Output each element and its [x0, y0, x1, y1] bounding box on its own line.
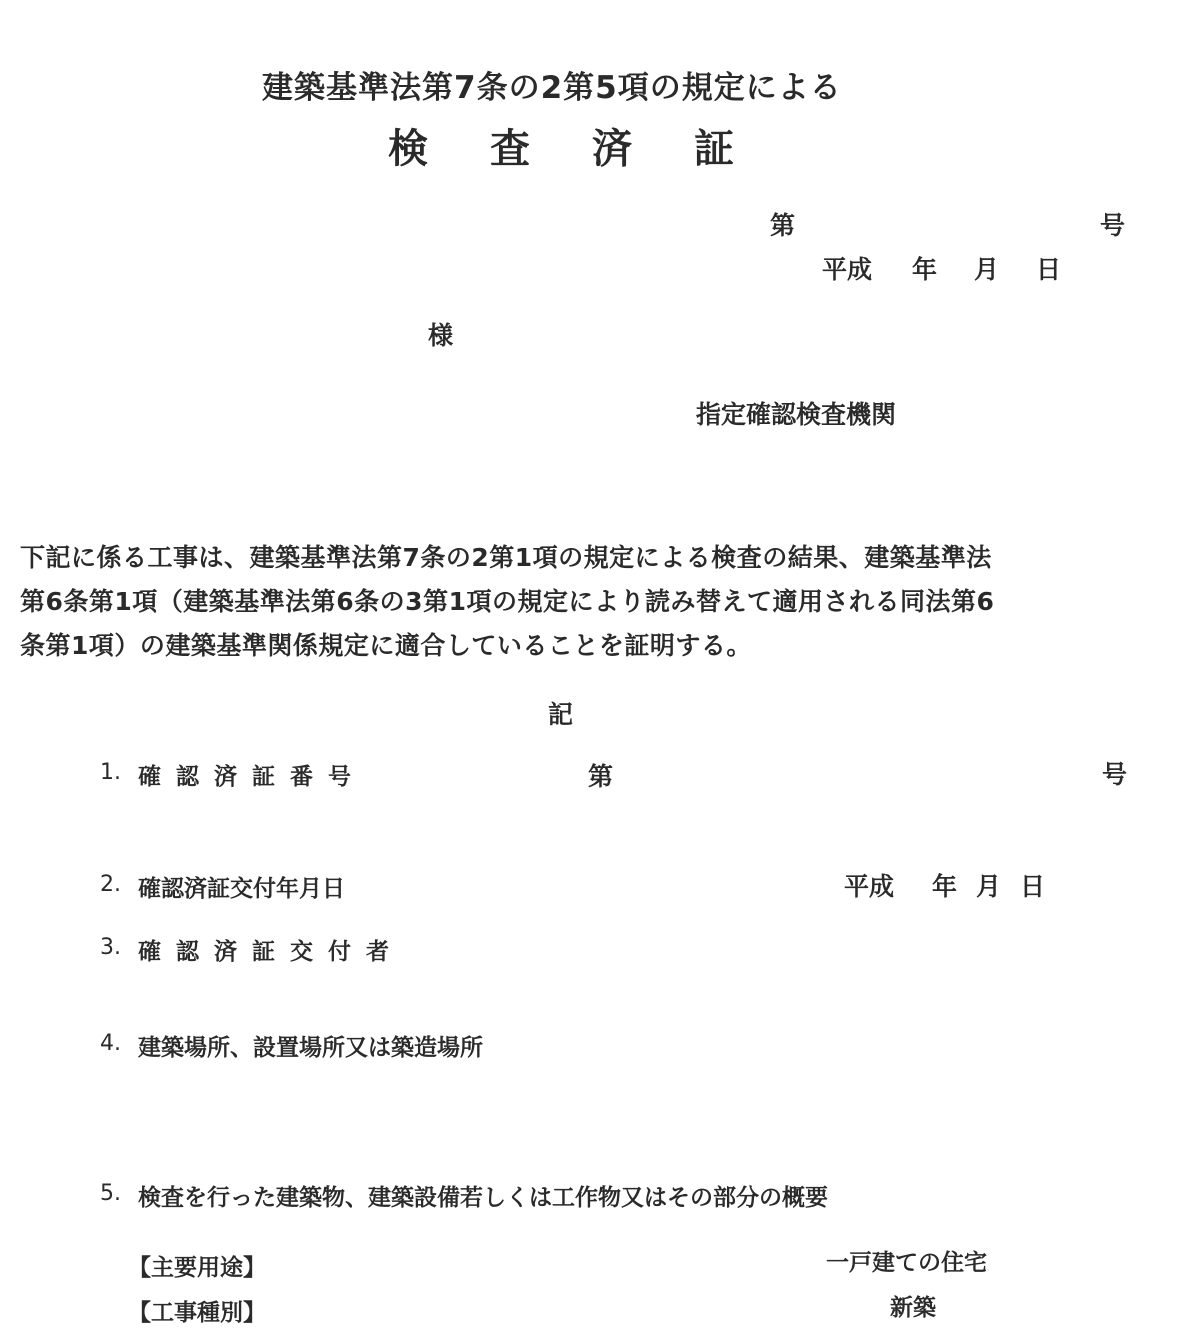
item-label: 建築場所、設置場所又は築造場所	[138, 1035, 483, 1061]
item-suffix: 号	[1102, 760, 1128, 789]
statement-line: 条第1項）の建築基準関係規定に適合していることを証明する。	[20, 631, 752, 660]
document-subtitle: 建築基準法第7条の2第5項の規定による	[262, 70, 842, 106]
certificate-number-prefix: 第	[770, 211, 796, 240]
title-char: 証	[694, 126, 734, 172]
date-day: 日	[1020, 872, 1046, 901]
title-char: 査	[490, 126, 530, 172]
detail-label: 【工事種別】	[128, 1300, 266, 1326]
date-era: 平成	[822, 255, 873, 284]
date-year: 年	[932, 872, 958, 901]
item-label: 確認済証交付者	[138, 939, 404, 965]
recipient-honorific: 様	[428, 321, 454, 350]
item-label: 確認済証交付年月日	[138, 876, 345, 902]
item-number: 1.	[100, 760, 121, 785]
certificate-number-suffix: 号	[1100, 211, 1126, 240]
date-month: 月	[974, 255, 1000, 284]
detail-label: 【主要用途】	[128, 1255, 266, 1281]
item-number: 2.	[100, 872, 121, 897]
title-char: 検	[388, 126, 428, 172]
item-number: 4.	[100, 1031, 121, 1056]
item-number: 5.	[100, 1181, 121, 1206]
date-day: 日	[1036, 255, 1062, 284]
ki-heading: 記	[548, 700, 574, 729]
date-era: 平成	[844, 872, 895, 901]
statement-line: 下記に係る工事は、建築基準法第7条の2第1項の規定による検査の結果、建築基準法	[20, 543, 992, 572]
item-prefix: 第	[588, 762, 614, 791]
statement-line: 第6条第1項（建築基準法第6条の3第1項の規定により読み替えて適用される同法第6	[20, 587, 995, 616]
date-year: 年	[912, 255, 938, 284]
item-label: 確認済証番号	[138, 764, 366, 790]
detail-value: 一戸建ての住宅	[826, 1250, 987, 1276]
item-label: 検査を行った建築物、建築設備若しくは工作物又はその部分の概要	[138, 1185, 828, 1211]
item-number: 3.	[100, 935, 121, 960]
date-month: 月	[976, 872, 1002, 901]
detail-value: 新築	[890, 1295, 936, 1321]
issuer-name: 指定確認検査機関	[696, 400, 897, 429]
title-char: 済	[592, 126, 632, 172]
